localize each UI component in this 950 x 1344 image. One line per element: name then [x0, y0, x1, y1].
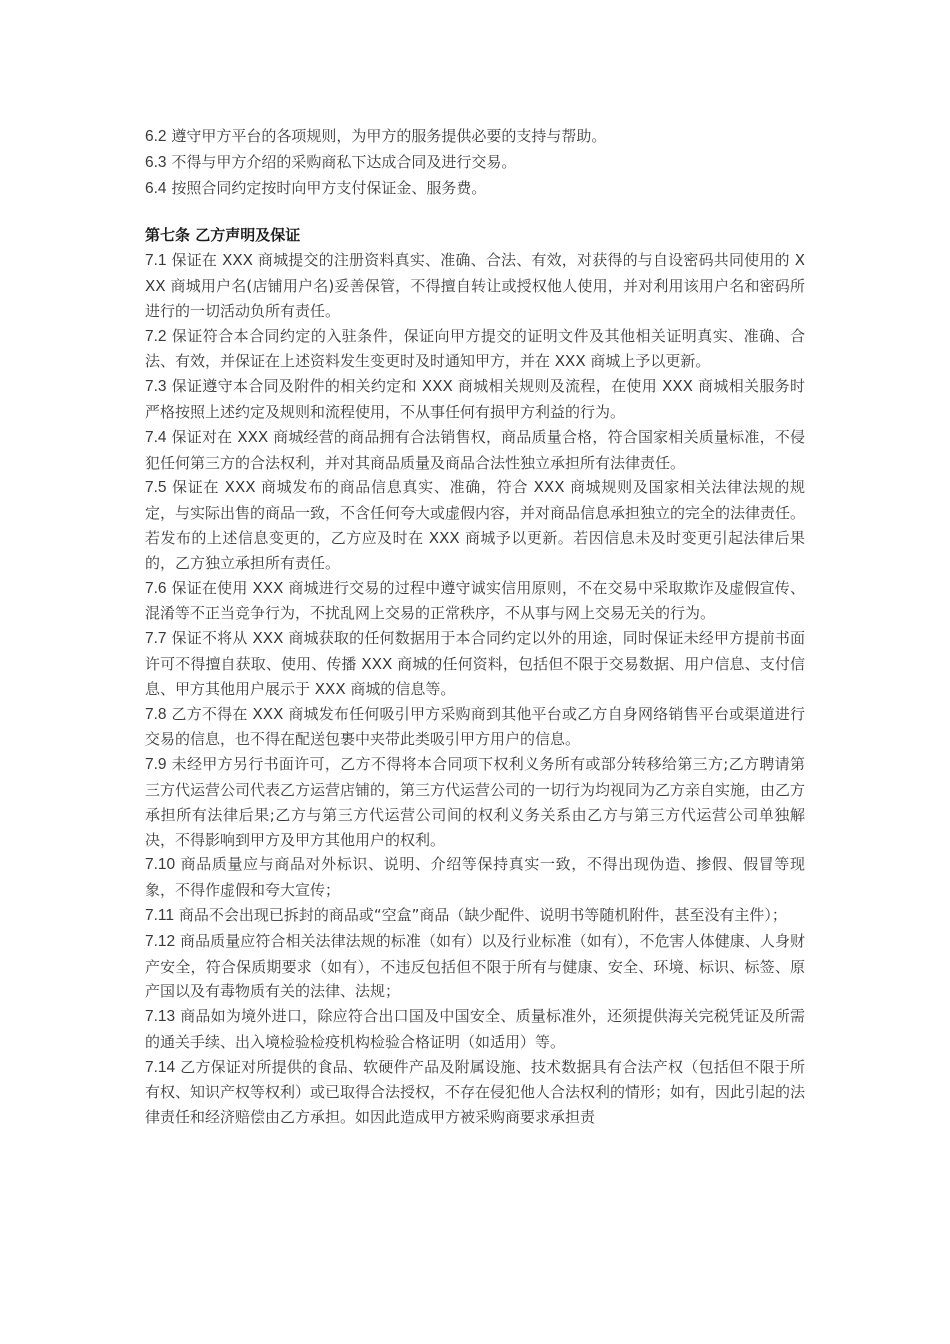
section-6-clauses: [145, 124, 805, 201]
section-7-clauses: [145, 248, 805, 1130]
clause-7-5: 7.5 保证在 XXX 商城发布的商品信息真实、准确，符合 XXX 商城规则及国家相关法律法规的规定，与实际出售的商品一致，不含任何夸大或虚假内容，并对商品信息承担独立的完全的法律责任。若发布的上述信息变更的，乙方应及时在 XXX 商城予以更新。若因信息未及时变更引起法律后果的，乙方独立承担所有责任。: [145, 478, 806, 572]
clause-6-4: 6.4 按照合同约定按时向甲方支付保证金、服务费。: [145, 178, 487, 197]
clause-7-14: 7.14 乙方保证对所提供的食品、软硬件产品及附属设施、技术数据具有合法产权（包括但不限于所有权、知识产权等权利）或已取得合法授权，不存在侵犯他人合法权利的情形；如有，因此引起的法律责任和经济赔偿由乙方承担。如因此造成甲方被采购商要求承担责: [145, 1057, 806, 1127]
clause-6-3: 6.3 不得与甲方介绍的采购商私下达成合同及进行交易。: [145, 152, 517, 171]
clause-7-3: 7.3 保证遵守本合同及附件的相关约定和 XXX 商城相关规则及流程，在使用 XXX 商城相关服务时严格按照上述约定及规则和流程使用，不从事任何有损甲方利益的行为。: [145, 377, 805, 421]
clause-7-13: 7.13 商品如为境外进口，除应符合出口国及中国安全、质量标准外，还须提供海关完税凭证及所需的通关手续、出入境检验检疫机构检验合格证明（如适用）等。: [145, 1007, 805, 1051]
clause-7-8: 7.8 乙方不得在 XXX 商城发布任何吸引甲方采购商到其他平台或乙方自身网络销售平台或渠道进行交易的信息，也不得在配送包裹中夹带此类吸引甲方用户的信息。: [145, 704, 805, 749]
clause-7-12: 7.12 商品质量应符合相关法律法规的标准（如有）以及行业标准（如有），不危害人体健康、人身财产安全，符合保质期要求（如有），不违反包括但不限于所有与健康、安全、环境、标识、标签、原产国以及有毒物质有关的法律、法规；: [145, 931, 805, 1001]
clause-7-2: 7.2 保证符合本合同约定的入驻条件，保证向甲方提交的证明文件及其他相关证明真实、准确、合法、有效，并保证在上述资料发生变更时及时通知甲方，并在 XXX 商城上予以更新。: [145, 326, 805, 371]
clause-7-4: 7.4 保证对在 XXX 商城经营的商品拥有合法销售权，商品质量合格，符合国家相关质量标准，不侵犯任何第三方的合法权利，并对其商品质量及商品合法性独立承担所有法律责任。: [145, 427, 805, 472]
clause-7-7: 7.7 保证不将从 XXX 商城获取的任何数据用于本合同约定以外的用途，同时保证未经甲方提前书面许可不得擅自获取、使用、传播 XXX 商城的任何资料，包括但不限于交易数据、用户信息、支付信息、甲方其他用户展示于 XXX 商城的信息等。: [145, 629, 805, 698]
clause-7-11: 7.11 商品不会出现已拆封的商品或“空盒”商品（缺少配件、说明书等随机附件，甚至没有主件）；: [145, 905, 787, 924]
section-7-title: 第七条 乙方声明及保证: [145, 226, 301, 245]
clause-7-1: 7.1 保证在 XXX 商城提交的注册资料真实、准确、合法、有效，对获得的与自设密码共同使用的 XXX 商城用户名(店铺用户名)妥善保管，不得擅自转让或授权他人使用，并对利用该用户名和密码所进行的一切活动负所有责任。: [145, 251, 805, 320]
clause-7-10: 7.10 商品质量应与商品对外标识、说明、介绍等保持真实一致，不得出现伪造、掺假、假冒等现象，不得作虚假和夸大宣传；: [145, 855, 805, 900]
clause-6-2: 6.2 遵守甲方平台的各项规则，为甲方的服务提供必要的支持与帮助。: [145, 127, 607, 145]
clause-7-6: 7.6 保证在使用 XXX 商城进行交易的过程中遵守诚实信用原则，不在交易中采取欺诈及虚假宣传、混淆等不正当竞争行为，不扰乱网上交易的正常秩序，不从事与网上交易无关的行为。: [145, 578, 805, 623]
document-page: [145, 124, 805, 1130]
clause-7-9: 7.9 未经甲方另行书面许可，乙方不得将本合同项下权利义务所有或部分转移给第三方;乙方聘请第三方代运营公司代表乙方运营店铺的，第三方代运营公司的一切行为均视同为乙方亲自实施，由乙方承担所有法律后果;乙方与第三方代运营公司间的权利义务关系由乙方与第三方代运营公司单独解决，不得影响到甲方及甲方其他用户的权利。: [145, 755, 806, 849]
